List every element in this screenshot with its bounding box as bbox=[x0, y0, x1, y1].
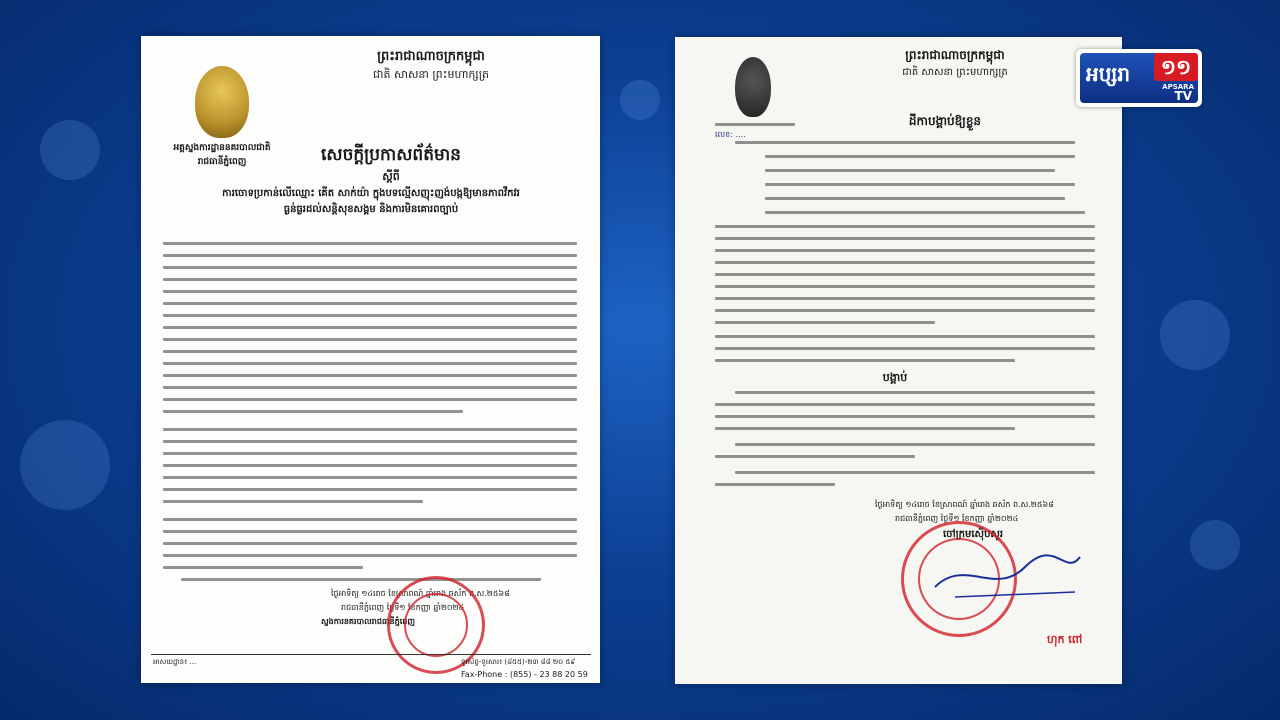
document-title: សេចក្ដីប្រកាសព័ត៌មាន bbox=[321, 145, 461, 165]
channel-number: ១១ bbox=[1154, 53, 1198, 81]
background-light bbox=[20, 420, 110, 510]
channel-suffix: TV bbox=[1174, 89, 1192, 103]
document-subtitle: ស្ដីពី bbox=[382, 170, 400, 183]
background-light bbox=[1160, 300, 1230, 370]
date-lunar: ថ្ងៃអាទិត្យ ១៤រោច ខែស្រាពណ៍ ឆ្នាំរោង ឆស័ក ព.ស.២៥៦៨ bbox=[331, 589, 510, 598]
channel-name: អប្សរា bbox=[1086, 62, 1131, 86]
footer-fax: Fax-Phone : (855) - 23 88 20 59 bbox=[461, 670, 588, 679]
court-emblem-icon bbox=[735, 57, 771, 117]
kingdom-header: ព្រះរាជាណាចក្រកម្ពុជា bbox=[905, 48, 1005, 62]
court-warrant-document bbox=[675, 37, 1122, 684]
background-light bbox=[1190, 520, 1240, 570]
background-light bbox=[40, 120, 100, 180]
section-heading: បង្គាប់ bbox=[882, 371, 908, 384]
signer-name: ហុក ពៅ bbox=[1047, 633, 1083, 646]
subject-line: ធ្ងន់ធ្ងរដល់សន្តិសុខសង្គម និងការមិនគោរពច្បាប់ bbox=[283, 204, 459, 215]
background-light bbox=[620, 80, 660, 120]
police-emblem-icon bbox=[195, 66, 249, 138]
footer-address: អាសយដ្ឋាន៖ ... bbox=[153, 658, 197, 666]
signature-icon bbox=[925, 537, 1085, 607]
org-city: រាជធានីភ្នំពេញ bbox=[197, 157, 247, 167]
subject-line: ការចោទប្រកាន់លើឈ្មោះ គើត សាក់យ៉ា ក្នុងបទល្មើសញុះញង់បង្កឱ្យមានភាពវឹកវរ bbox=[222, 188, 520, 199]
footer-phone-km: ទូរស័ព្ទ-ទូរសារ៖ (៨៥៥)-២៣ ៨៨ ២០ ៥៩ bbox=[461, 658, 576, 666]
channel-logo bbox=[1076, 49, 1202, 107]
org-name: អគ្គស្នងការដ្ឋាននគរបាលជាតិ bbox=[173, 143, 271, 153]
signer-title: ស្នងការនគរបាលរាជធានីភ្នំពេញ bbox=[321, 617, 415, 626]
document-number: លេខ: .... bbox=[715, 130, 746, 139]
signer-title: ចៅក្រមស៊ើបសួរ bbox=[943, 529, 1004, 540]
nation-motto: ជាតិ សាសនា ព្រះមហាក្សត្រ bbox=[902, 67, 1008, 78]
nation-motto: ជាតិ សាសនា ព្រះមហាក្សត្រ bbox=[373, 68, 489, 81]
press-release-document bbox=[141, 36, 600, 683]
document-title: ដីកាបង្គាប់ឱ្យខ្លួន bbox=[908, 114, 982, 128]
kingdom-header: ព្រះរាជាណាចក្រកម្ពុជា bbox=[377, 49, 485, 64]
channel-brand: APSARA bbox=[1162, 83, 1194, 91]
date-lunar: ថ្ងៃអាទិត្យ ១៤រោច ខែស្រាពណ៍ ឆ្នាំរោង ឆស័ក ព.ស.២៥៦៨ bbox=[875, 500, 1054, 509]
footer-divider bbox=[151, 654, 591, 655]
date-solar: រាជធានីភ្នំពេញ ថ្ងៃទី១ ខែកញ្ញា ឆ្នាំ២០២៤ bbox=[341, 603, 465, 612]
date-solar: រាជធានីភ្នំពេញ ថ្ងៃទី១ ខែកញ្ញា ឆ្នាំ២០២៤ bbox=[895, 514, 1019, 523]
